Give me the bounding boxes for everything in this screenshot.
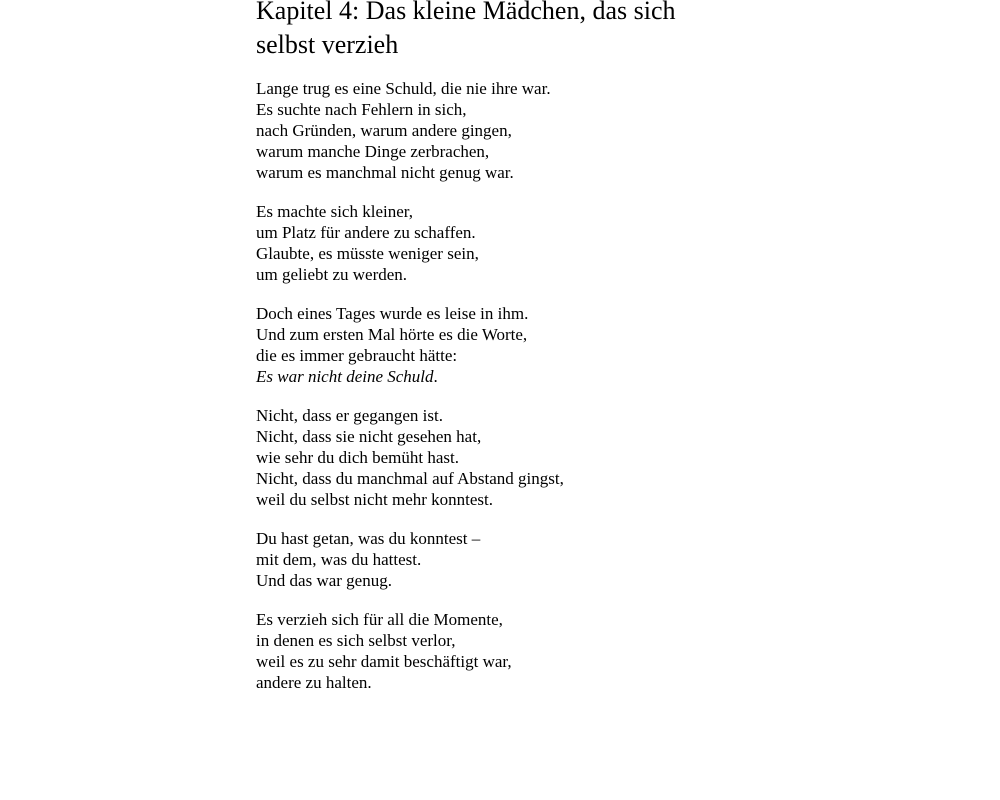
poem-line: Und das war genug. — [256, 571, 392, 590]
stanza — [256, 201, 756, 285]
chapter-title-line: selbst verzieh — [256, 30, 399, 59]
chapter-title — [256, 0, 756, 62]
poem-line: Nicht, dass sie nicht gesehen hat, — [256, 427, 482, 446]
poem-line: um Platz für andere zu schaffen. — [256, 223, 476, 242]
poem-line: weil du selbst nicht mehr konntest. — [256, 490, 494, 509]
document-page — [256, 0, 756, 693]
stanza — [256, 528, 756, 591]
poem-line: in denen es sich selbst verlor, — [256, 631, 456, 650]
poem-line: warum es manchmal nicht genug war. — [256, 163, 514, 182]
stanza — [256, 609, 756, 693]
poem-line: die es immer gebraucht hätte: — [256, 346, 458, 365]
chapter-title-line: Kapitel 4: Das kleine Mädchen, das sich — [256, 0, 676, 25]
poem-line: Es machte sich kleiner, — [256, 202, 413, 221]
poem-line: mit dem, was du hattest. — [256, 550, 422, 569]
poem-line: Nicht, dass er gegangen ist. — [256, 406, 443, 425]
emphasis-period: . — [433, 367, 438, 386]
stanza — [256, 405, 756, 510]
poem-line: Es verzieh sich für all die Momente, — [256, 610, 503, 629]
poem-line: wie sehr du dich bemüht hast. — [256, 448, 460, 467]
poem-line: um geliebt zu werden. — [256, 265, 408, 284]
poem-line: Doch eines Tages wurde es leise in ihm. — [256, 304, 529, 323]
poem-line: Und zum ersten Mal hörte es die Worte, — [256, 325, 528, 344]
poem-line: Nicht, dass du manchmal auf Abstand gingst, — [256, 469, 564, 488]
poem-line: nach Gründen, warum andere gingen, — [256, 121, 512, 140]
poem-line: weil es zu sehr damit beschäftigt war, — [256, 652, 512, 671]
poem-line: Du hast getan, was du konntest – — [256, 529, 481, 548]
poem-line: Lange trug es eine Schuld, die nie ihre war. — [256, 79, 551, 98]
emphasis-text: Es war nicht deine Schuld — [256, 367, 434, 386]
poem-line: Glaubte, es müsste weniger sein, — [256, 244, 479, 263]
stanza — [256, 78, 756, 183]
poem-line: andere zu halten. — [256, 673, 372, 692]
poem-line-emphasis — [256, 366, 756, 387]
stanza — [256, 303, 756, 387]
poem-line: Es suchte nach Fehlern in sich, — [256, 100, 467, 119]
poem-line: warum manche Dinge zerbrachen, — [256, 142, 490, 161]
